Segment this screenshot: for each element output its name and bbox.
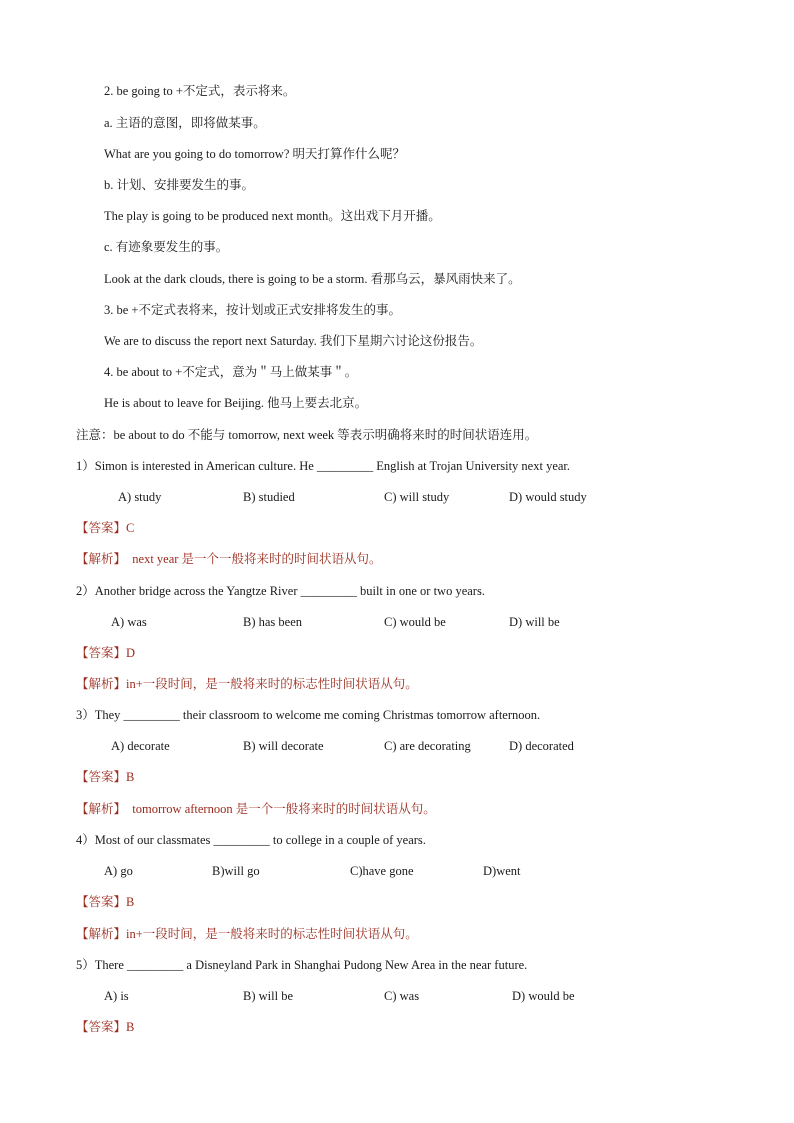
grammar-note: 注意：be about to do 不能与 tomorrow, next week 等表示明确将来时的时间状语连用。 bbox=[76, 428, 538, 442]
analysis-label: 【解析】 bbox=[76, 802, 127, 816]
grammar-line-1: 2. be going to +不定式，表示将来。 bbox=[104, 84, 296, 98]
analysis-label: 【解析】 bbox=[76, 552, 127, 566]
question-4-answer: 【答案】B bbox=[76, 895, 135, 909]
question-1-stem: 1）Simon is interested in American culture. He _________ English at Trojan University next year. bbox=[76, 459, 571, 473]
analysis-text: in+一段时间，是一般将来时的标志性时间状语从句。 bbox=[126, 927, 418, 941]
question-2-option-d: D) will be bbox=[509, 615, 560, 629]
question-2-analysis bbox=[76, 675, 418, 693]
question-3-stem: 3）They _________ their classroom to welcome me coming Christmas tomorrow afternoon. bbox=[76, 708, 541, 722]
question-3-answer: 【答案】B bbox=[76, 770, 135, 784]
grammar-line-11: He is about to leave for Beijing. 他马上要去北京。 bbox=[104, 396, 368, 410]
question-5-stem: 5）There _________ a Disneyland Park in Shanghai Pudong New Area in the near future. bbox=[76, 958, 528, 972]
question-2-stem: 2）Another bridge across the Yangtze River _________ built in one or two years. bbox=[76, 584, 485, 598]
question-1-option-c: C) will study bbox=[384, 490, 450, 504]
question-3-option-d: D) decorated bbox=[509, 739, 574, 753]
analysis-label: 【解析】 bbox=[76, 927, 127, 941]
question-4-option-a: A) go bbox=[104, 864, 133, 878]
question-1-analysis bbox=[76, 550, 382, 568]
grammar-line-3: What are you going to do tomorrow? 明天打算作什么呢？ bbox=[104, 147, 405, 161]
question-5-answer: 【答案】B bbox=[76, 1020, 135, 1034]
analysis-text: in+一段时间，是一般将来时的标志性时间状语从句。 bbox=[126, 677, 418, 691]
grammar-line-4: b. 计划、安排要发生的事。 bbox=[104, 178, 255, 192]
question-5-option-c: C) was bbox=[384, 989, 420, 1003]
grammar-line-6: c. 有迹象要发生的事。 bbox=[104, 240, 229, 254]
analysis-label: 【解析】 bbox=[76, 677, 127, 691]
question-3-option-b: B) will decorate bbox=[243, 739, 324, 753]
question-2-option-c: C) would be bbox=[384, 615, 446, 629]
question-5-option-a: A) is bbox=[104, 989, 129, 1003]
question-4-option-d: D)went bbox=[483, 864, 521, 878]
question-5-option-d: D) would be bbox=[512, 989, 575, 1003]
analysis-text: next year 是一个一般将来时的时间状语从句。 bbox=[132, 552, 382, 566]
question-4-stem: 4）Most of our classmates _________ to college in a couple of years. bbox=[76, 833, 426, 847]
grammar-line-5: The play is going to be produced next month。这出戏下月开播。 bbox=[104, 209, 441, 223]
question-1-option-d: D) would study bbox=[509, 490, 587, 504]
question-2-answer: 【答案】D bbox=[76, 646, 136, 660]
question-5-option-b: B) will be bbox=[243, 989, 293, 1003]
grammar-line-7: Look at the dark clouds, there is going to be a storm. 看那乌云，暴风雨快来了。 bbox=[104, 272, 521, 286]
question-4-option-c: C)have gone bbox=[350, 864, 414, 878]
question-1-answer: 【答案】C bbox=[76, 521, 135, 535]
question-2-option-b: B) has been bbox=[243, 615, 303, 629]
question-3-option-c: C) are decorating bbox=[384, 739, 471, 753]
analysis-text: tomorrow afternoon 是一个一般将来时的时间状语从句。 bbox=[132, 802, 436, 816]
grammar-line-2: a. 主语的意图，即将做某事。 bbox=[104, 116, 266, 130]
question-1-option-a: A) study bbox=[118, 490, 162, 504]
question-2-option-a: A) was bbox=[111, 615, 147, 629]
question-4-option-b: B)will go bbox=[212, 864, 260, 878]
question-1-option-b: B) studied bbox=[243, 490, 295, 504]
grammar-line-9: We are to discuss the report next Saturday. 我们下星期六讨论这份报告。 bbox=[104, 334, 483, 348]
grammar-line-8: 3. be +不定式表将来，按计划或正式安排将发生的事。 bbox=[104, 303, 401, 317]
question-4-analysis bbox=[76, 925, 418, 943]
grammar-line-10: 4. be about to +不定式，意为＂马上做某事＂。 bbox=[104, 365, 358, 379]
question-3-analysis bbox=[76, 800, 436, 818]
question-3-option-a: A) decorate bbox=[111, 739, 170, 753]
